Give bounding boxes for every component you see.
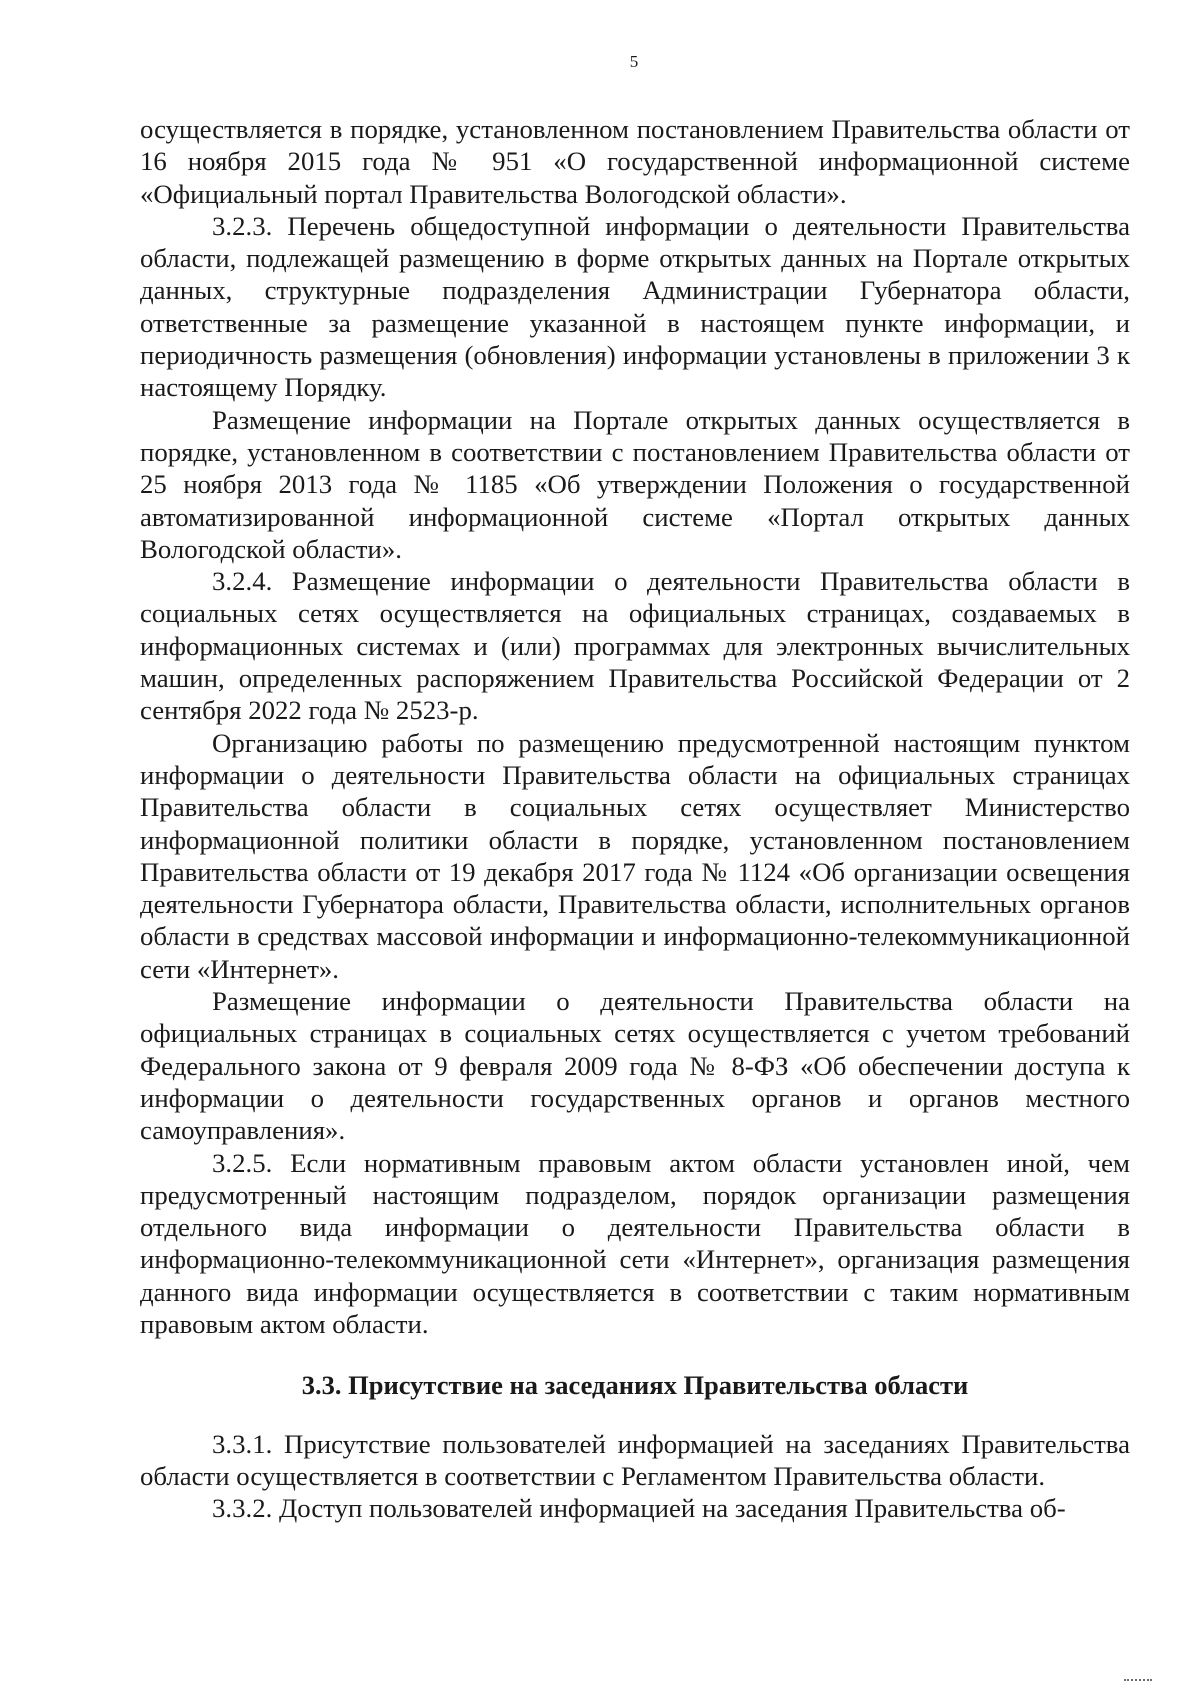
paragraph-3-2-5: 3.2.5. Если нормативным правовым актом области установлен иной, чем предусмотренный настоящим подразделом, порядок организации размещения отдельного вида информации о деятельности Правительства области в информационно-телекоммуникационной сети «Интернет», организация размещения данного вида информации осуществляется в соответствии с таким нормативным правовым актом области. xyxy=(140,1147,1130,1339)
section-heading-3-3: 3.3. Присутствие на заседаниях Правительства области xyxy=(301,1370,969,1401)
paragraph-continuation: осуществляется в порядке, установленном постановлением Правительства области от 16 ноября 2015 года № 951 «О государственной информационной системе «Официальный портал Правительства Вологодской области». xyxy=(140,114,1130,209)
paragraph-3-2-4: 3.2.4. Размещение информации о деятельности Правительства области в социальных сетях осуществляется на официальных страницах, создаваемых в информационных системах и (или) программах для электронных вычислительных машин, определенных распоряжением Правительства Российской Федерации от 2 сентября 2022 года № 2523-р. xyxy=(140,566,1130,726)
paragraph-3-3-2: 3.3.2. Доступ пользователей информацией на заседания Правительства об- xyxy=(212,1493,1066,1524)
paragraph-3-2-3: 3.2.3. Перечень общедоступной информации о деятельности Правительства области, подлежащей размещению в форме открытых данных на Портале открытых данных, структурные подразделения Администрации Губернатора области, ответственные за размещение указанной в настоящем пункте информации, и периодичность размещения (обновления) информации установлены в приложении 3 к настоящему Порядку. xyxy=(140,210,1130,403)
page-number: 5 xyxy=(629,52,639,71)
paragraph-social-networks-organization: Организацию работы по размещению предусмотренной настоящим пунктом информации о деятельности Правительства области на официальных страницах Правительства области в социальных сетях осуществляет Министерство информационной политики области в порядке, установленном постановлением Правительства области от 19 декабря 2017 года № 1124 «Об организации освещения деятельности Губернатора области, Правительства области, исполнительных органов области в средствах массовой информации и информационно-телекоммуникационной сети «Интернет». xyxy=(140,727,1130,984)
paragraph-3-3-1: 3.3.1. Присутствие пользователей информацией на заседаниях Правительства области осуществляется в соответствии с Регламентом Правительства области. xyxy=(140,1428,1130,1491)
paragraph-federal-law-requirements: Размещение информации о деятельности Правительства области на официальных страницах в социальных сетях осуществляется с учетом требований Федерального закона от 9 февраля 2009 года № 8-ФЗ «Об обеспечении доступа к информации о деятельности государственных органов и органов местного самоуправления». xyxy=(140,986,1130,1146)
scan-edge-mark xyxy=(1124,1679,1152,1687)
document-body xyxy=(140,113,1130,1524)
paragraph-open-data-portal: Размещение информации на Портале открытых данных осуществляется в порядке, установленном в соответствии с постановлением Правительства области от 25 ноября 2013 года № 1185 «Об утверждении Положения о государственной автоматизированной информационной системе «Портал открытых данных Вологодской области». xyxy=(140,404,1130,564)
